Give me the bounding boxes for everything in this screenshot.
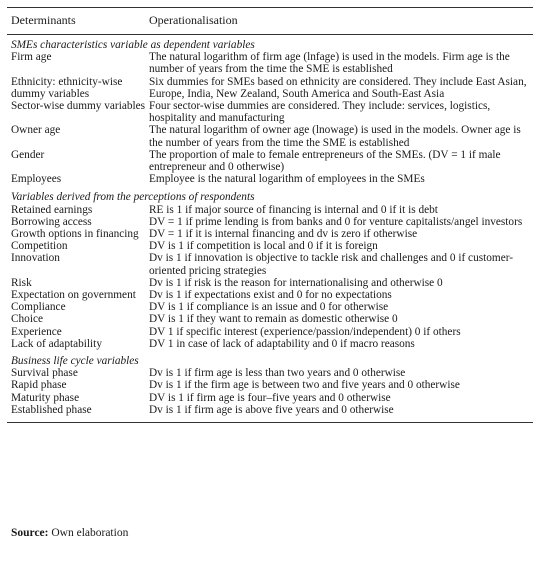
table-header	[7, 8, 533, 34]
determinant-cell: Rapid phase	[11, 379, 67, 392]
determinant-cell: Expectation on government	[11, 289, 136, 302]
bottom-rule	[7, 422, 533, 423]
table-body	[7, 39, 533, 423]
determinant-cell: Established phase	[11, 403, 92, 416]
determinant-cell: Lack of adaptability	[11, 337, 102, 350]
table-row	[7, 289, 533, 301]
operationalisation-cell: Four sector-wise dummies are considered. They include: services, logistics, hospitality and manufacturing	[149, 100, 491, 125]
table-row	[7, 326, 533, 338]
operationalisation-cell: The proportion of male to female entrepreneurs of the SMEs. (DV = 1 if male entrepreneur and 0 otherwise)	[149, 148, 501, 174]
determinant-cell: Choice	[11, 313, 43, 326]
table-row	[7, 252, 533, 276]
determinant-cell: Sector-wise dummy variables	[11, 100, 146, 113]
determinant-cell: Competition	[11, 240, 68, 253]
header-operationalisation: Operationalisation	[149, 13, 238, 27]
determinant-cell: Innovation	[11, 252, 60, 265]
operationalisation-cell: Dv is 1 if firm age is above five years and 0 otherwise	[149, 403, 394, 416]
determinant-cell: Employees	[11, 173, 62, 186]
determinant-cell: Maturity phase	[11, 391, 80, 404]
determinant-cell: Ethnicity: ethnicity-wise dummy variables	[11, 75, 123, 100]
table-row	[7, 338, 533, 350]
table-row	[7, 76, 533, 100]
table-row	[7, 240, 533, 252]
header-determinants: Determinants	[11, 13, 76, 27]
table-row	[7, 277, 533, 289]
operationalisation-table	[7, 7, 533, 423]
operationalisation-cell: DV = 1 if prime lending is from banks and 0 for venture capitalists/angel investors	[149, 215, 523, 228]
operationalisation-cell: DV is 1 if compliance is an issue and 0 for otherwise	[149, 301, 389, 314]
table-row	[7, 379, 533, 391]
operationalisation-cell: RE is 1 if major source of financing is internal and 0 if it is debt	[149, 203, 438, 216]
operationalisation-cell: DV is 1 if firm age is four–five years and 0 otherwise	[149, 391, 391, 404]
operationalisation-cell: Dv is 1 if the firm age is between two and five years and 0 otherwise	[149, 379, 460, 392]
table-row	[7, 216, 533, 228]
operationalisation-cell: DV is 1 if they want to remain as domestic otherwise 0	[149, 313, 398, 326]
operationalisation-cell: DV 1 if specific interest (experience/passion/independent) 0 if others	[149, 325, 461, 338]
determinant-cell: Firm age	[11, 51, 52, 64]
determinant-cell: Survival phase	[11, 367, 78, 380]
table-row	[7, 228, 533, 240]
operationalisation-cell: The natural logarithm of owner age (lnowage) is used in the models. Owner age is the number of years from the time the SME is established	[149, 124, 521, 149]
determinant-cell: Owner age	[11, 124, 61, 137]
table-row	[7, 149, 533, 173]
operationalisation-cell: Dv is 1 if firm age is less than two years and 0 otherwise	[149, 367, 406, 380]
table-row	[7, 124, 533, 148]
operationalisation-cell: Six dummies for SMEs based on ethnicity are considered. They include East Asian, Europe, India, New Zealand, South America and South-East Asia	[149, 75, 527, 100]
operationalisation-cell: DV is 1 if competition is local and 0 if it is foreign	[149, 240, 378, 253]
table-row	[7, 404, 533, 416]
determinant-cell: Risk	[11, 276, 32, 289]
table-row	[7, 301, 533, 313]
source-note	[11, 527, 128, 539]
section-title: SMEs characteristics variable as dependent variables	[11, 39, 255, 51]
operationalisation-cell: DV 1 in case of lack of adaptability and 0 if macro reasons	[149, 337, 415, 350]
table-row	[7, 51, 533, 75]
determinant-cell: Retained earnings	[11, 203, 93, 216]
determinant-cell: Growth options in financing	[11, 228, 139, 241]
table-row	[7, 100, 533, 124]
determinant-cell: Compliance	[11, 301, 66, 314]
section-title: Variables derived from the perceptions of respondents	[11, 191, 255, 204]
operationalisation-cell: Dv is 1 if expectations exist and 0 for no expectations	[149, 289, 392, 302]
source-label: Source:	[11, 527, 49, 539]
operationalisation-cell: DV = 1 if it is internal financing and dv is zero if otherwise	[149, 228, 418, 241]
table-row	[7, 173, 533, 185]
operationalisation-cell: Dv is 1 if risk is the reason for internationalising and otherwise 0	[149, 276, 443, 289]
table-row	[7, 367, 533, 379]
source-text: Own elaboration	[48, 527, 129, 539]
operationalisation-cell: Employee is the natural logarithm of employees in the SMEs	[149, 173, 425, 186]
operationalisation-cell: The natural logarithm of firm age (lnfage) is used in the models. Firm age is the number of years from the time the SME is established	[149, 51, 510, 76]
operationalisation-cell: Dv is 1 if innovation is objective to tackle risk and challenges and 0 if customer-oriented pricing strategies	[149, 252, 514, 277]
determinant-cell: Experience	[11, 325, 62, 338]
table-row	[7, 313, 533, 325]
table-row	[7, 204, 533, 216]
determinant-cell: Gender	[11, 148, 45, 161]
table-row	[7, 392, 533, 404]
determinant-cell: Borrowing access	[11, 215, 92, 228]
section-title: Business life cycle variables	[11, 355, 139, 368]
